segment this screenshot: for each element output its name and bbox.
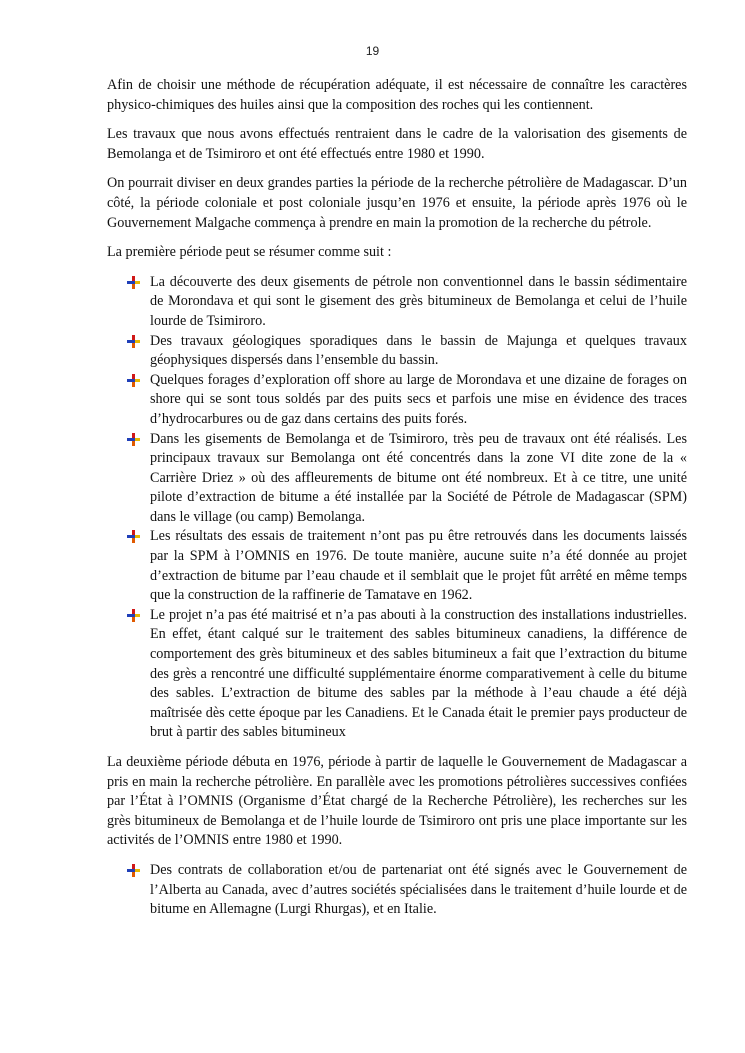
wingdings-square-bullet-icon <box>127 530 140 543</box>
list-item-text: Des contrats de collaboration et/ou de partenariat ont été signés avec le Gouvernement de l’Alberta au Canada, avec d’autres sociétés spécialisées dans le traitement d’huile lourde et de bitume en Allemagne (Lurgi Rhurgas), et en Italie. <box>150 861 687 918</box>
list-item-text: Des travaux géologiques sporadiques dans le bassin de Majunga et quelques travaux géophysiques dispersés dans l’ensemble du bassin. <box>150 332 687 369</box>
wingdings-square-bullet-icon <box>127 335 140 348</box>
list-item-text: Le projet n’a pas été maitrisé et n’a pas abouti à la construction des installations industrielles. En effet, étant calqué sur le traitement des sables bitumineux canadiens, la différence de comportement des grès bitumineux et des sables bitumineux a fait que l’extraction du bitume des grès a rencontré une difficulté supplémentaire énorme comparativement à celle du bitume des sables. L’extraction de bitume des sables par la méthode à l’eau chaude a été déjà maîtrisée dès cette époque par les Canadiens. Et le Canada était le premier pays producteur de brut à partir des sables bitumineux <box>150 606 687 741</box>
paragraph-intro: Afin de choisir une méthode de récupération adéquate, il est nécessaire de connaître les caractères physico-chimiques des huiles ainsi que la composition des roches qui les contiennent. <box>107 77 687 113</box>
paragraph-work-context: Les travaux que nous avons effectués rentraient dans le cadre de la valorisation des gisements de Bemolanga et de Tsimiroro et ont été effectués entre 1980 et 1990. <box>107 126 687 162</box>
first-period-bullet-list <box>107 273 687 743</box>
wingdings-square-bullet-icon <box>127 609 140 622</box>
list-item-text: Quelques forages d’exploration off shore au large de Morondava et une dizaine de forages on shore qui se sont tous soldés par des puits secs et parfois une mise en évidence des traces d’hydrocarbures ou de gaz dans certains des puits forés. <box>150 371 687 427</box>
list-item <box>150 606 687 743</box>
wingdings-square-bullet-icon <box>127 276 140 289</box>
second-period-bullet-list <box>107 861 687 920</box>
page-number: 19 <box>365 44 380 58</box>
paragraph-first-period-intro: La première période peut se résumer comme suit : <box>107 244 392 261</box>
wingdings-square-bullet-icon <box>127 864 140 877</box>
list-item <box>150 527 687 605</box>
list-item-text: Les résultats des essais de traitement n’ont pas pu être retrouvés dans les documents laissés par la SPM à l’OMNIS en 1976. De toute manière, aucune suite n’a été donnée au projet d’extraction de bitume par l’eau chaude et il semblait que le projet fût arrêté en même temps que la construction de la raffinerie de Tamatave en 1962. <box>150 528 687 604</box>
list-item <box>150 273 687 332</box>
wingdings-square-bullet-icon <box>127 433 140 446</box>
wingdings-square-bullet-icon <box>127 374 140 387</box>
list-item-text: Dans les gisements de Bemolanga et de Tsimiroro, très peu de travaux ont été réalisés. Les principaux travaux sur Bemolanga ont été concentrés dans la zone VI dite zone de la « Carrière Driez » où des affleurements de bitume ont été nombreux. Et à ce titre, une unité pilote d’extraction de bitume a été installée par la Société de Pétrole de Madagascar (SPM) dans le village (ou camp) Bemolanga. <box>150 430 687 525</box>
document-body <box>107 76 687 930</box>
paragraph-second-period: La deuxième période débuta en 1976, période à partir de laquelle le Gouvernement de Madagascar a pris en main la recherche pétrolière. En parallèle avec les promotions pétrolières successives confiées par l’État à l’OMNIS (Organisme d’État chargé de la Recherche Pétrolière), les recherches sur les grès bitumineux de Bemolanga et de l’huile lourde de Tsimiroro ont pris une place importante sur les activités de l’OMNIS entre 1980 et 1990. <box>107 754 687 849</box>
list-item <box>150 430 687 528</box>
list-item <box>150 371 687 430</box>
paragraph-two-periods: On pourrait diviser en deux grandes parties la période de la recherche pétrolière de Madagascar. D’un côté, la période coloniale et post coloniale jusqu’en 1976 et ensuite, la période après 1976 où le Gouvernement Malgache commença à prendre en main la promotion de la recherche du pétrole. <box>107 175 687 231</box>
list-item-text: La découverte des deux gisements de pétrole non conventionnel dans le bassin sédimentaire de Morondava et qui sont le gisement des grès bitumineux de Bemolanga et celui de l’huile lourde de Tsimiroro. <box>150 273 687 329</box>
list-item <box>150 332 687 371</box>
list-item <box>150 861 687 920</box>
